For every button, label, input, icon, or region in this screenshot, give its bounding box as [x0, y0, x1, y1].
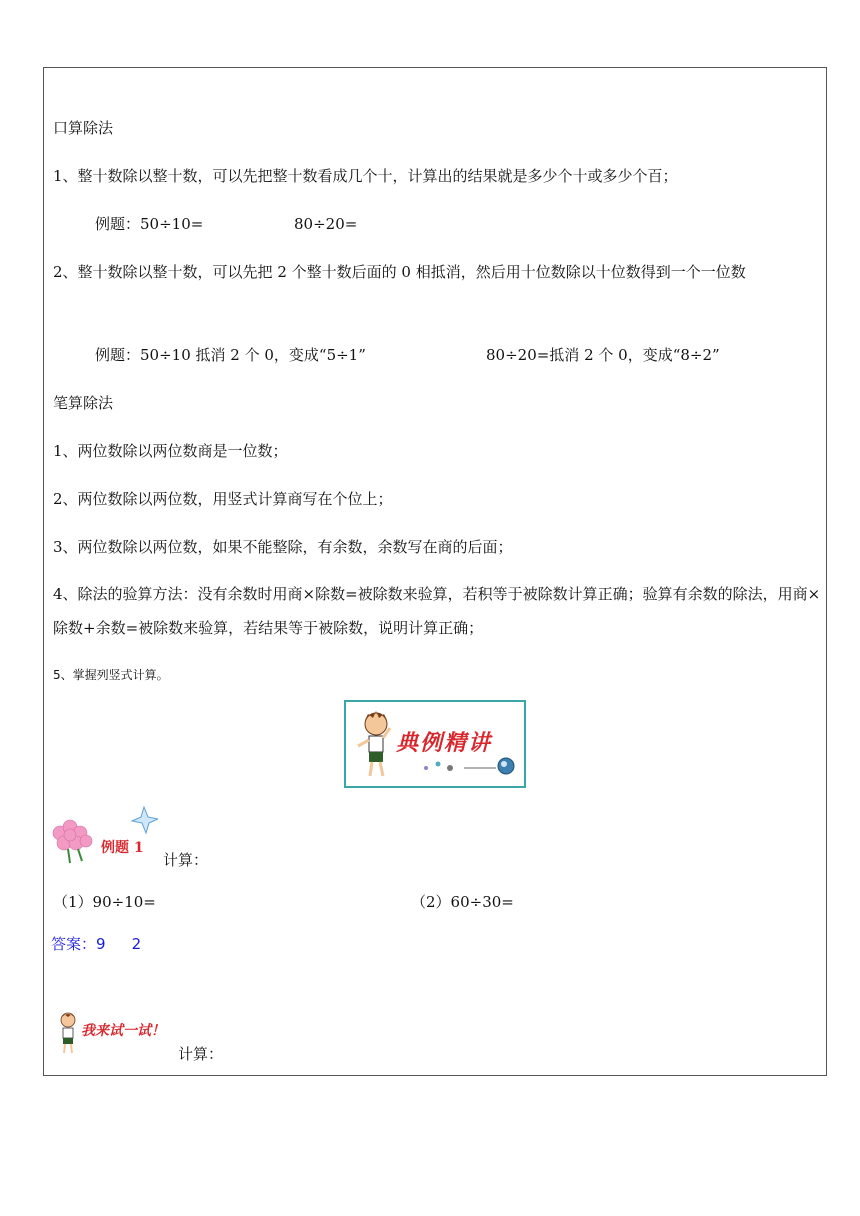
- answer-2: 2: [131, 935, 142, 953]
- written-rule-1: 1、两位数除以两位数商是一位数；: [53, 442, 288, 460]
- written-rule-4: 4、除法的验算方法：没有余数时用商×除数=被除数来验算，若积等于被除数计算正确；验算有余数的除法，用商×除数+余数=被除数来验算，若结果等于被除数，说明计算正确；: [53, 585, 821, 637]
- oral-heading: 口算除法: [53, 119, 114, 137]
- banner-title: 典例精讲: [396, 731, 493, 756]
- answer-row: [51, 934, 141, 954]
- oral-rule-1: 1、整十数除以整十数，可以先把整十数看成几个十，计算出的结果就是多少个十或多少个百；: [53, 167, 678, 185]
- question-2: （2）60÷30=: [411, 893, 514, 911]
- oral-rule-2: 2、整十数除以整十数，可以先把 2 个整十数后面的 0 相抵消，然后用十位数除以十位数得到一个一位数: [53, 263, 746, 281]
- oral-example-2a: 例题：50÷10 抵消 2 个 0，变成“5÷1”: [95, 346, 366, 364]
- answer-1: 9: [96, 935, 106, 953]
- cartoon-boy-small-icon: [54, 1010, 82, 1054]
- oral-example-2b: 80÷20=抵消 2 个 0，变成“8÷2”: [486, 346, 720, 364]
- question-1: （1）90÷10=: [53, 893, 156, 911]
- try-label: 我来试一试！: [81, 1023, 165, 1039]
- written-rule-2: 2、两位数除以两位数，用竖式计算商写在个位上；: [53, 490, 393, 508]
- example-label: 例题 1: [101, 840, 144, 856]
- try-prompt: 计算：: [178, 1045, 224, 1063]
- example-prompt: 计算：: [163, 851, 209, 869]
- answer-label: 答案：: [51, 935, 97, 953]
- written-rule-3: 3、两位数除以两位数，如果不能整除，有余数，余数写在商的后面；: [53, 538, 513, 556]
- example-banner: [344, 700, 526, 788]
- written-heading: 笔算除法: [53, 394, 114, 412]
- oral-example-1a: 例题：50÷10=: [95, 215, 204, 233]
- written-rule-5: 5、掌握列竖式计算。: [53, 668, 169, 682]
- oral-example-1b: 80÷20=: [294, 215, 358, 233]
